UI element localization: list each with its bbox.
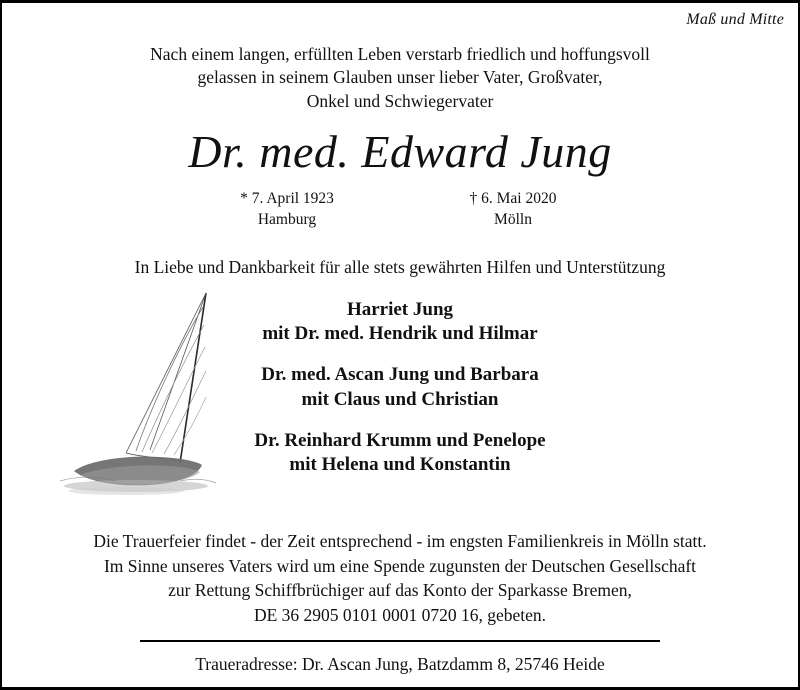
- death-place: Mölln: [494, 211, 532, 229]
- death-info: [448, 189, 578, 231]
- family-group: [2, 363, 798, 411]
- family-group: [2, 298, 798, 346]
- deceased-name: Dr. med. Edward Jung: [188, 125, 612, 177]
- family-line: mit Dr. med. Hendrik und Hilmar: [262, 323, 538, 345]
- footer-line-3: zur Rettung Schiffbrüchiger auf das Konto der Sparkasse Bremen,: [168, 580, 632, 601]
- birth-info: [222, 189, 352, 231]
- family-line: mit Helena und Konstantin: [289, 453, 511, 475]
- footer-section: [2, 529, 798, 677]
- mourning-address: Traueradresse: Dr. Ascan Jung, Batzdamm 8, 25746 Heide: [195, 654, 605, 675]
- family-line: Dr. med. Ascan Jung und Barbara: [261, 364, 539, 386]
- birth-place: Hamburg: [257, 211, 317, 229]
- footer-line-2: Im Sinne unseres Vaters wird um eine Spende zugunsten der Deutschen Gesellschaft: [103, 555, 697, 576]
- intro-line-2: gelassen in seinem Glauben unser lieber Vater, Großvater,: [197, 67, 603, 88]
- publication-name: Maß und Mitte: [686, 11, 784, 28]
- family-line: mit Claus und Christian: [301, 388, 499, 410]
- family-group: [2, 429, 798, 477]
- divider: [140, 640, 660, 642]
- death-date: † 6. Mai 2020: [469, 190, 557, 208]
- family-list: [2, 298, 798, 477]
- birth-date: * 7. April 1923: [240, 190, 334, 208]
- footer-line-4: DE 36 2905 0101 0001 0720 16, gebeten.: [253, 605, 547, 626]
- gratitude-text: In Liebe und Dankbarkeit für alle stets gewährten Hilfen und Unterstützung: [134, 257, 666, 278]
- life-dates: [2, 189, 798, 231]
- footer-line-1: Die Trauerfeier findet - der Zeit entsprechend - im engsten Familienkreis in Mölln statt.: [93, 530, 707, 551]
- family-line: Harriet Jung: [346, 299, 454, 321]
- intro-line-1: Nach einem langen, erfüllten Leben verstarb friedlich und hoffungsvoll: [150, 44, 650, 64]
- family-line: Dr. Reinhard Krumm und Penelope: [254, 429, 546, 451]
- intro-text: [2, 43, 798, 113]
- intro-line-3: Onkel und Schwiegervater: [306, 90, 494, 111]
